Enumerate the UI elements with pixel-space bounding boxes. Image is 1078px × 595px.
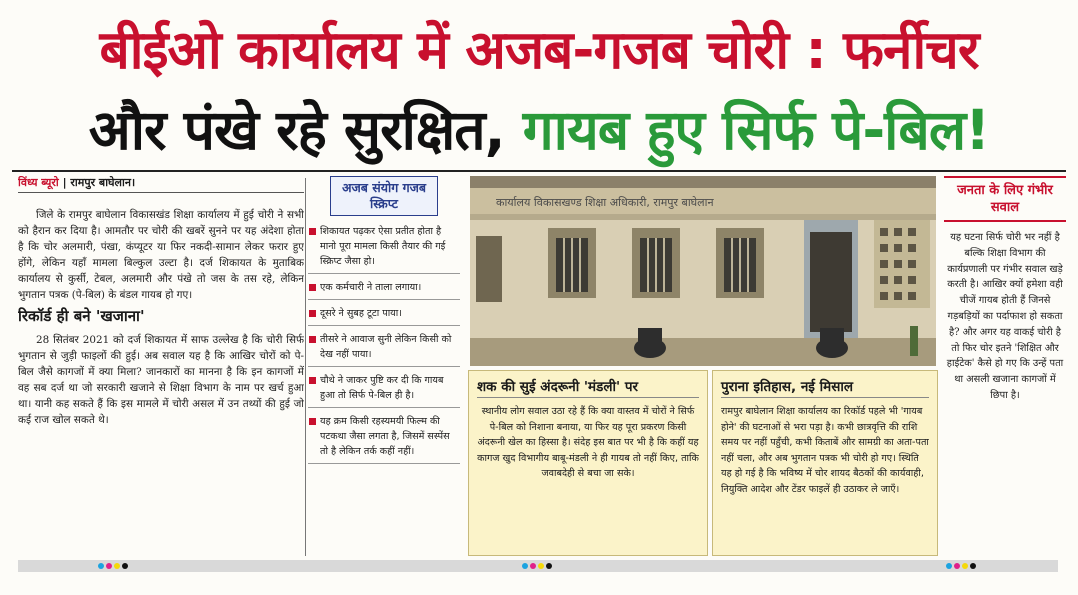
dateline xyxy=(18,176,304,193)
building-sign-text: कार्यालय विकासखण्ड शिक्षा अधिकारी, रामपुर बाघेलान xyxy=(496,196,714,209)
inner-suspicion-box xyxy=(468,370,708,556)
sidebar-script xyxy=(308,176,460,558)
sidebar-bullet: तीसरे ने आवाज सुनी लेकिन किसी को देख नहीं पाया। xyxy=(308,332,460,367)
headline-line-2 xyxy=(12,90,1066,170)
article-paragraph-2: 28 सितंबर 2021 को दर्ज शिकायत में साफ उल्लेख है कि चोरी सिर्फ भुगतान से जुड़ी फाइलों की हुई। अब सवाल यह है कि आखिर चोरों को पे-बिल जैसे कागजों में क्या मिला? जानकारों का मानना है कि इन कागजों में वह सब दर्ज था जो सरकारी खजाने से शिक्षा विभाग के नाम पर खर्च हुआ था। यानी कह सकते हैं कि इस मामले में चोरी असल में उन तथ्यों की हुई जो कई राज खोल सकते थे। xyxy=(18,333,304,427)
main-article xyxy=(18,176,304,558)
inner-suspicion-text: स्थानीय लोग सवाल उठा रहे हैं कि क्या वास्तव में चोरों ने सिर्फ पे-बिल को निशाना बनाया, या फिर यह पूरा प्रकरण किसी अंदरूनी खेल का हिस्सा है। संदेह इस बात पर भी है कि कहीं यह कागज खुद विभागीय बाबू-मंडली ने ही गायब तो नहीं किए, ताकि जवाबदेही से बचा जा सके। xyxy=(477,406,699,479)
old-history-heading: पुराना इतिहास, नई मिसाल xyxy=(721,377,929,398)
sidebar-bullet-list xyxy=(308,224,460,464)
registration-mark-center xyxy=(522,563,552,569)
headline-line-1: बीईओ कार्यालय में अजब-गजब चोरी : फर्नीचर xyxy=(99,20,979,81)
column-divider xyxy=(305,178,306,556)
registration-mark-left xyxy=(98,563,128,569)
headline-line-2-green: गायब हुए सिर्फ पे-बिल! xyxy=(522,98,990,162)
public-questions-column xyxy=(944,176,1066,558)
public-questions-tag: जनता के लिए गंभीर सवाल xyxy=(944,176,1066,222)
old-history-box xyxy=(712,370,938,556)
office-building-photo xyxy=(470,176,936,366)
inner-suspicion-heading: शक की सुई अंदरूनी 'मंडली' पर xyxy=(477,377,699,398)
sidebar-bullet: एक कर्मचारी ने ताला लगाया। xyxy=(308,280,460,300)
sidebar-tag: अजब संयोग गजब स्क्रिप्ट xyxy=(330,176,438,216)
article-paragraph-1: जिले के रामपुर बाघेलान विकासखंड शिक्षा कार्यालय में हुई चोरी ने सभी को हैरान कर दिया है। आमतौर पर चोरी की खबरें सुनने पर यह अंदेशा होता है कि चोर अलमारी, पंखा, कंप्यूटर या फिर नकदी-सामान लेकर फरार हुए होंगे, लेकिन यहाँ मामला बिल्कुल उल्टा है। दर्ज शिकायत के मुताबिक कार्यालय से कुर्सी, टेबल, अलमारी और पंखे तो जस के तस रहे, लेकिन भुगतान पत्रक (पे-बिल) के बंडल गायब हो गए। xyxy=(18,209,304,302)
headline-rule xyxy=(12,170,1066,172)
dateline-agency: विंध्य ब्यूरो xyxy=(18,176,59,189)
sidebar-bullet: शिकायत पढ़कर ऐसा प्रतीत होता है मानो पूरा मामला किसी तैयार की गई स्क्रिप्ट जैसा हो। xyxy=(308,224,460,274)
dateline-place: | रामपुर बाघेलान। xyxy=(58,176,136,189)
headline-line-2-black: और पंखे रहे सुरक्षित, xyxy=(88,98,523,162)
building-illustration xyxy=(470,176,936,366)
sidebar-bullet: चौथे ने जाकर पुष्टि कर दी कि गायब हुआ तो सिर्फ पे-बिल ही है। xyxy=(308,373,460,408)
public-questions-text: यह घटना सिर्फ चोरी भर नहीं है बल्कि शिक्षा विभाग की कार्यप्रणाली पर गंभीर सवाल खड़े करती है। आखिर क्यों हमेशा वही चीजें गायब होती हैं जिनसे गड़बड़ियों का पर्दाफाश हो सकता है? और अगर यह वाकई चोरी है तो फिर चोर इतने 'शिक्षित और हाईटेक' कैसे हो गए कि उन्हें पता था असली खजाना कागजों में छिपा है। xyxy=(946,232,1064,401)
sidebar-bullet: दूसरे ने सुबह टूटा पाया। xyxy=(308,306,460,326)
article-subhead: रिकॉर्ड ही बने 'खजाना' xyxy=(18,306,145,325)
old-history-text: रामपुर बाघेलान शिक्षा कार्यालय का रिकॉर्ड पहले भी 'गायब होने' की घटनाओं से भरा पड़ा है। कभी छात्रवृत्ति की राशि समय पर नहीं पहुँची, कभी किताबें और सामग्री का अता-पता नहीं चला, और अब भुगतान पत्रक भी चोरी हो गए। स्थिति यह हो गई है कि भविष्य में चोर शायद बैठकों की कार्यवाही, नियुक्ति आदेश और टेंडर फाइलें ही उठाकर ले जाएँ। xyxy=(721,406,929,495)
registration-mark-right xyxy=(946,563,976,569)
sidebar-bullet: यह क्रम किसी रहस्यमयी फिल्म की पटकथा जैसा लगता है, जिसमें सस्पेंस तो है लेकिन तर्क कहीं नहीं। xyxy=(308,414,460,464)
